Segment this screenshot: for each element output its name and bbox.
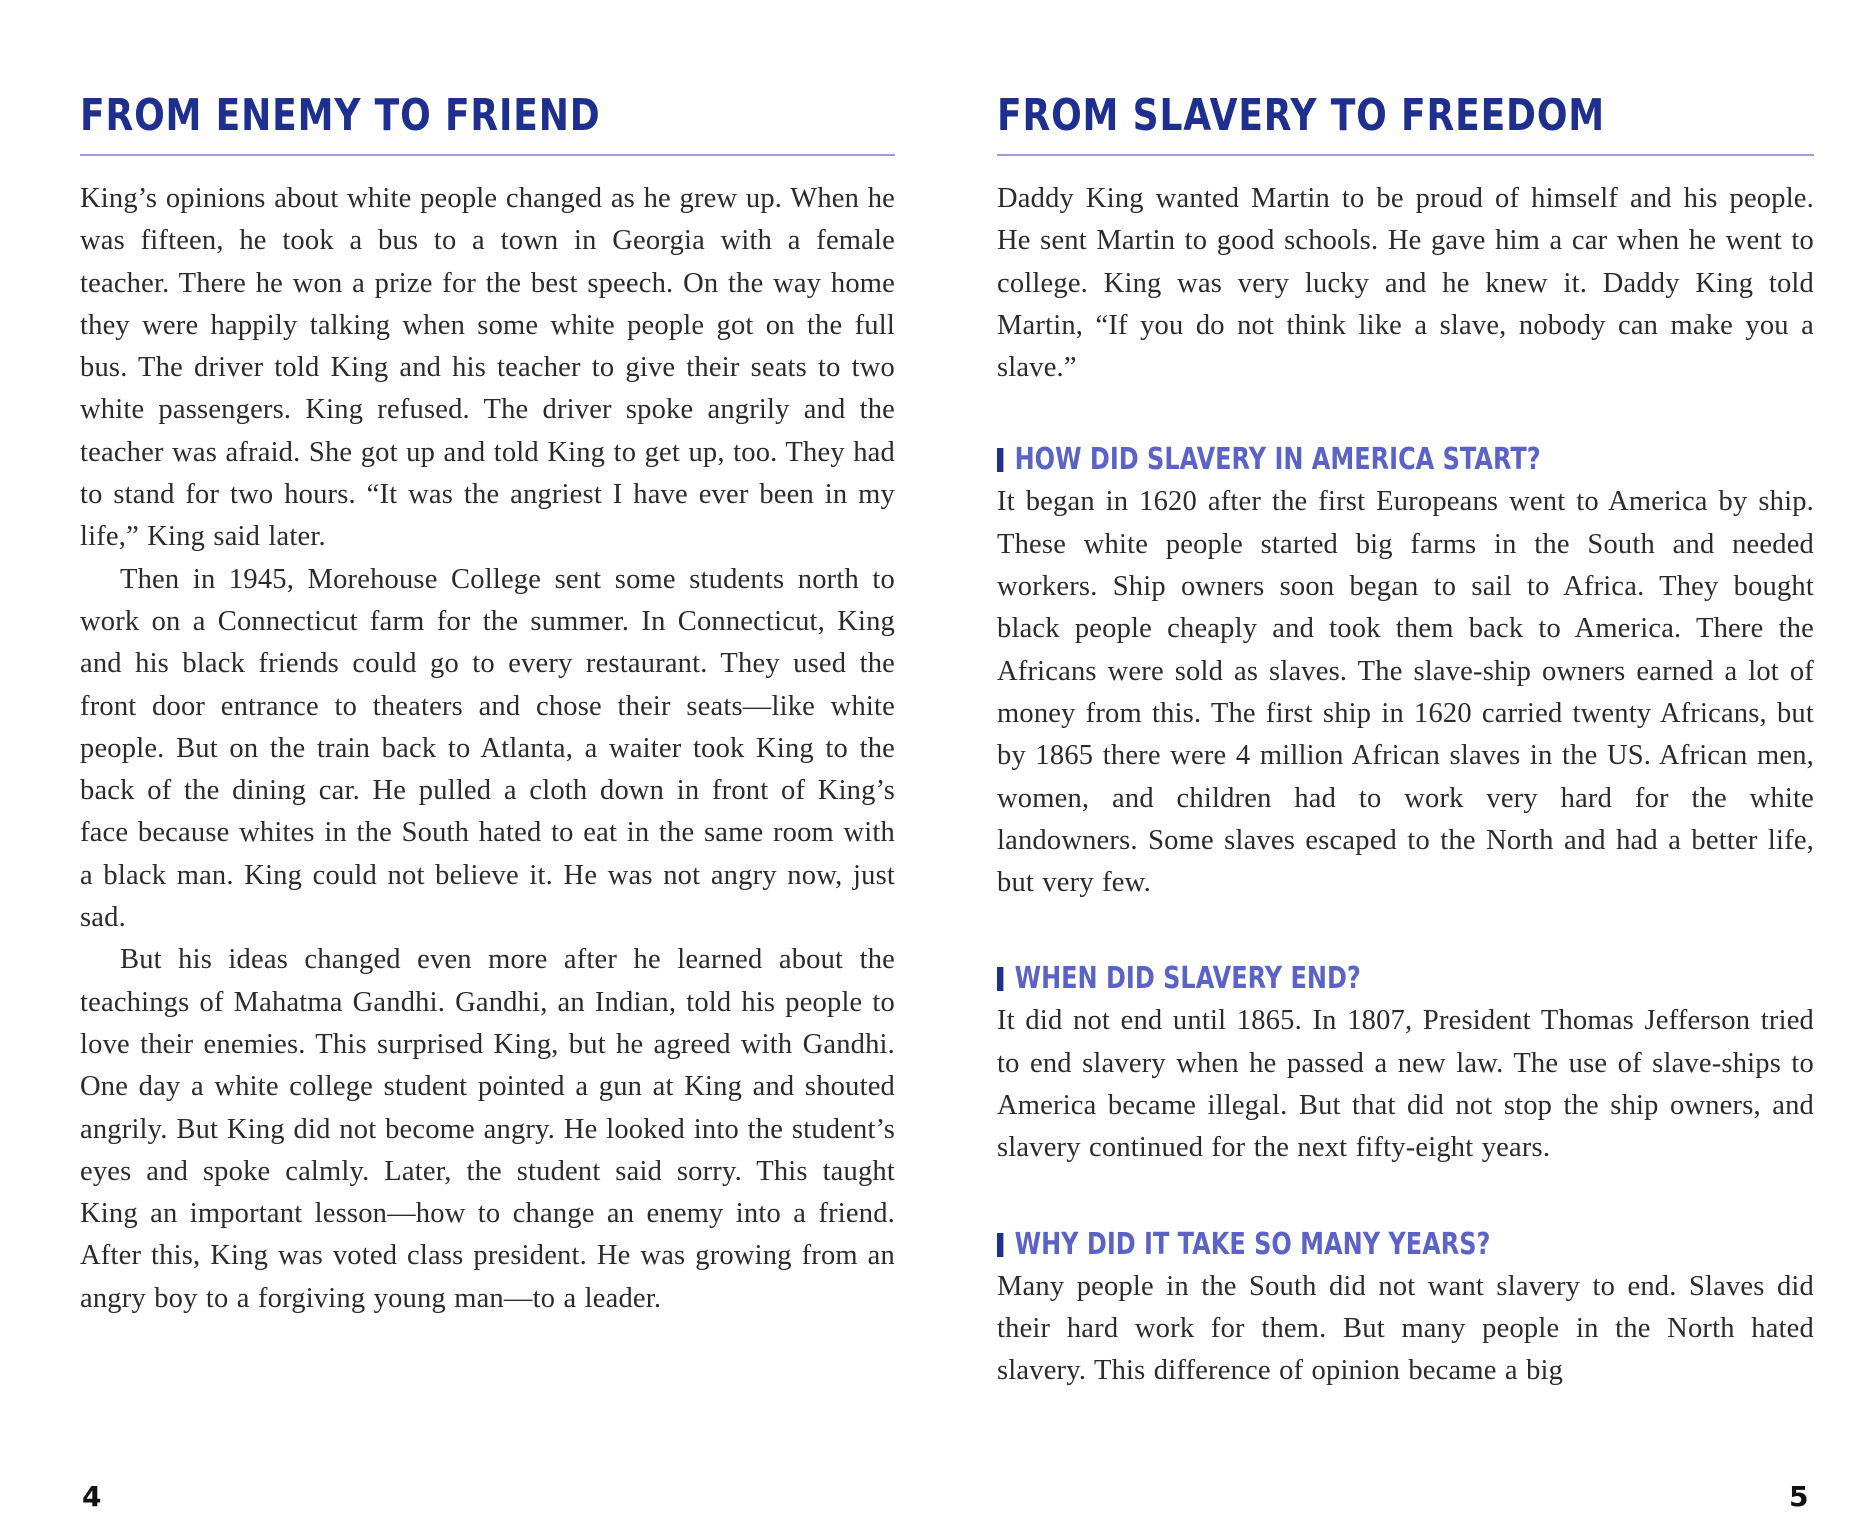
right-title-divider [997, 154, 1814, 156]
section-heading-label: WHY DID IT TAKE SO MANY YEARS? [1014, 1226, 1491, 1262]
section-heading-label: WHEN DID SLAVERY END? [1014, 961, 1361, 997]
section-heading-label: HOW DID SLAVERY IN AMERICA START? [1014, 442, 1541, 478]
left-title-divider [80, 154, 895, 156]
section-many-years [997, 1224, 1814, 1393]
section-text: It began in 1620 after the first Europeans went to America by ship. These white people started big farms in the South and needed workers. Ship owners soon began to sail to Africa. They bought black people cheaply and took them back to America. There the Africans were sold as slaves. The slave-ship owners earned a lot of money from this. The first ship in 1620 carried twenty Africans, but by 1865 there were 4 million African slaves in the US. African men, women, and children had to work very hard for the white landowners. Some slaves escaped to the North and had a better life, but very few. [997, 486, 1814, 899]
square-bullet-icon [997, 448, 1003, 472]
square-bullet-icon [997, 967, 1003, 991]
right-column [997, 88, 1814, 1393]
right-page-number: 5 [1789, 1480, 1809, 1513]
right-page-title: FROM SLAVERY TO FREEDOM [997, 90, 1606, 141]
left-paragraph-1: King’s opinions about white people changed as he grew up. When he was fifteen, he took a bus to a town in Georgia with a female teacher. There he won a prize for the best speech. On the way home they were happily talking when some white people got on the full bus. The driver told King and his teacher to give their seats to two white passengers. King refused. The driver spoke angrily and the teacher was afraid. She got up and told King to get up, too. They had to stand for two hours. “It was the angriest I have ever been in my life,” King said later. [80, 183, 895, 553]
left-page-title: FROM ENEMY TO FRIEND [80, 90, 601, 141]
section-slavery-start [997, 439, 1814, 904]
right-page [937, 0, 1874, 1538]
section-heading [997, 439, 1651, 481]
section-text: Many people in the South did not want slavery to end. Slaves did their hard work for them. But many people in the North hated slavery. This difference of opinion became a big [997, 1270, 1814, 1387]
left-paragraph-2: Then in 1945, Morehouse College sent some students north to work on a Connecticut farm for the summer. In Connecticut, King and his black friends could go to every restaurant. They used the front door entrance to theaters and chose their seats—like white people. But on the train back to Atlanta, a waiter took King to the back of the dining car. He pulled a cloth down in front of King’s face because whites in the South hated to eat in the same room with a black man. King could not believe it. He was not angry now, just sad. [80, 563, 895, 934]
section-heading [997, 1224, 1651, 1266]
square-bullet-icon [997, 1233, 1003, 1257]
section-heading [997, 958, 1651, 1000]
left-paragraph-3: But his ideas changed even more after he learned about the teachings of Mahatma Gandhi. Gandhi, an Indian, told his people to love their enemies. This surprised King, but he agreed with Gandhi. One day a white college student pointed a gun at King and shouted angrily. But King did not become angry. He looked into the student’s eyes and spoke calmly. Later, the student said sorry. This taught King an important lesson—how to change an enemy into a friend. After this, King was voted class president. He was growing from an angry boy to a forgiving young man—to a leader. [80, 944, 895, 1314]
section-slavery-end [997, 958, 1814, 1169]
right-intro-paragraph: Daddy King wanted Martin to be proud of himself and his people. He sent Martin to good schools. He gave him a car when he went to college. King was very lucky and he knew it. Daddy King told Martin, “If you do not think like a slave, nobody can make you a slave.” [997, 183, 1814, 384]
section-text: It did not end until 1865. In 1807, President Thomas Jefferson tried to end slavery when he passed a new law. The use of slave-ships to America became illegal. But that did not stop the ship owners, and slavery continued for the next fifty-eight years. [997, 1005, 1814, 1164]
left-page-number: 4 [82, 1480, 102, 1513]
left-column [80, 88, 895, 1320]
